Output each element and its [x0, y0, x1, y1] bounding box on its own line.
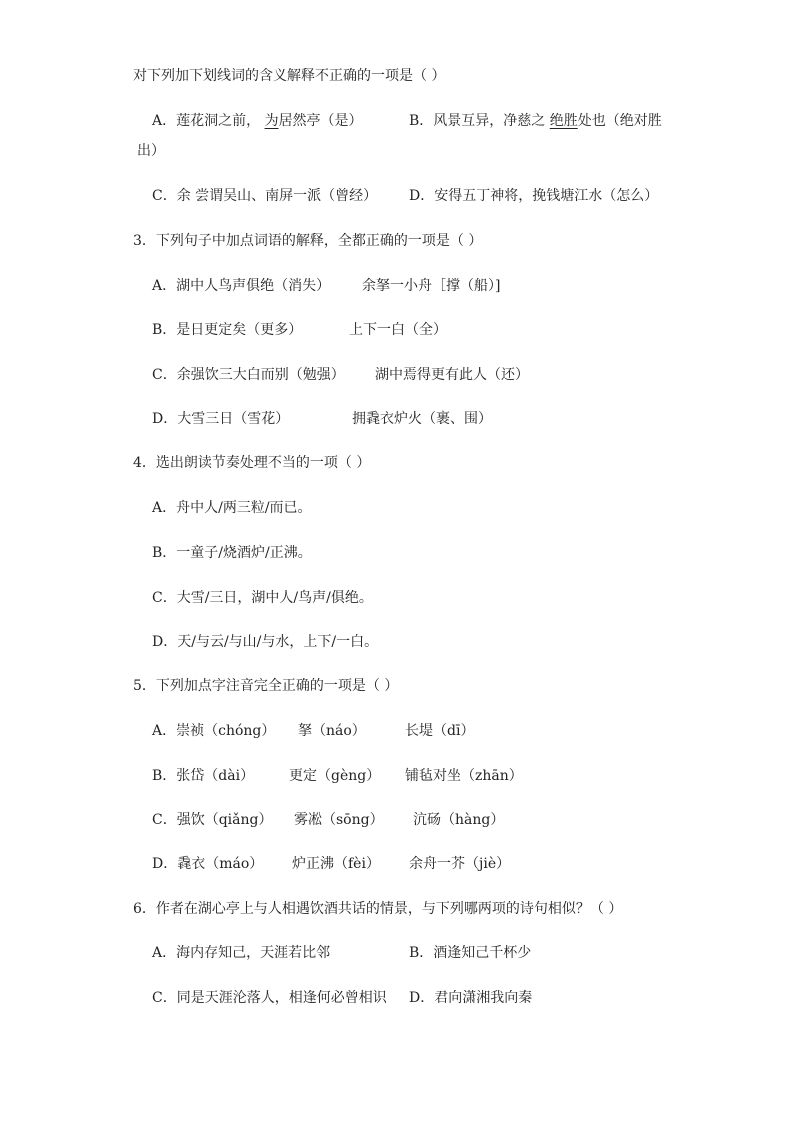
option-intro-d: D．安得五丁神将，挽钱塘江水（怎么） [409, 188, 659, 204]
option-6-d: D．君向潇湘我向秦 [409, 990, 533, 1006]
option-5-a-part3: 长堤（dī） [405, 723, 475, 739]
option-5-b-part3: 铺毡对坐（zhān） [405, 768, 523, 784]
question-6-stem: 6．作者在湖心亭上与人相遇饮酒共话的情景，与下列哪两项的诗句相似？（ ） [133, 901, 623, 917]
option-5-a-part2: 拏（náo） [298, 723, 366, 739]
option-4-a: A．舟中人/两三粒/而已。 [152, 500, 312, 516]
option-5-d-part2: 炉正沸（fèi） [292, 856, 380, 872]
option-6-c: C．同是天涯沦落人，相逢何必曾相识 [152, 990, 387, 1006]
option-5-b-part2: 更定（gèng） [289, 768, 381, 784]
option-text: B．风景互异，净慈之 [409, 113, 550, 129]
option-5-a-part1: A．崇祯（chóng） [152, 723, 276, 739]
option-3-c-part2: 湖中焉得更有此人（还） [375, 367, 529, 383]
option-3-d-part1: D．大雪三日（雪花） [152, 411, 290, 427]
option-text: A．莲花洞之前， [152, 113, 265, 129]
option-intro-b [409, 111, 662, 131]
option-text: 处也（绝对胜 [577, 113, 662, 129]
option-5-c-part2: 雾凇（sōng） [294, 812, 384, 828]
option-4-d: D．天/与云/与山/与水，上下/一白。 [152, 634, 379, 650]
option-6-b: B．酒逢知己千杯少 [409, 945, 532, 961]
option-intro-b-continued: 出） [137, 143, 165, 159]
option-3-c-part1: C．余强饮三大白而别（勉强） [152, 367, 345, 383]
option-5-d-part3: 余舟一芥（jiè） [409, 856, 511, 872]
underlined-word: 绝胜 [549, 113, 578, 129]
question-4-stem: 4．选出朗读节奏处理不当的一项（ ） [133, 455, 371, 471]
option-3-d-part2: 拥毳衣炉火（裹、围） [352, 411, 492, 427]
option-3-b-part2: 上下一白（全） [349, 322, 447, 338]
option-3-a-part2: 余拏一小舟［撑（船）] [362, 278, 501, 294]
option-intro-a [152, 111, 363, 131]
option-5-b-part1: B．张岱（dài） [152, 768, 255, 784]
question-5-stem: 5．下列加点字注音完全正确的一项是（ ） [133, 678, 399, 694]
option-4-c: C．大雪/三日，湖中人/鸟声/俱绝。 [152, 590, 373, 606]
option-5-c-part1: C．强饮（qiǎng） [152, 812, 273, 828]
underlined-word: 为 [264, 113, 279, 129]
option-5-c-part3: 沆砀（hàng） [413, 812, 505, 828]
option-text: 居然亭（是） [278, 113, 363, 129]
option-3-a-part1: A．湖中人鸟声俱绝（消失） [152, 278, 331, 294]
question-3-stem: 3．下列句子中加点词语的解释，全都正确的一项是（ ） [133, 233, 483, 249]
option-4-b: B．一童子/烧酒炉/正沸。 [152, 545, 312, 561]
option-5-d-part1: D．毳衣（máo） [152, 856, 264, 872]
question-intro-stem: 对下列加下划线词的含义解释不正确的一项是（ ） [133, 68, 446, 84]
option-6-a: A．海内存知己，天涯若比邻 [152, 945, 331, 961]
option-3-b-part1: B．是日更定矣（更多） [152, 322, 303, 338]
option-intro-c: C．余 尝谓吴山、南屏一派（曾经） [152, 188, 378, 204]
